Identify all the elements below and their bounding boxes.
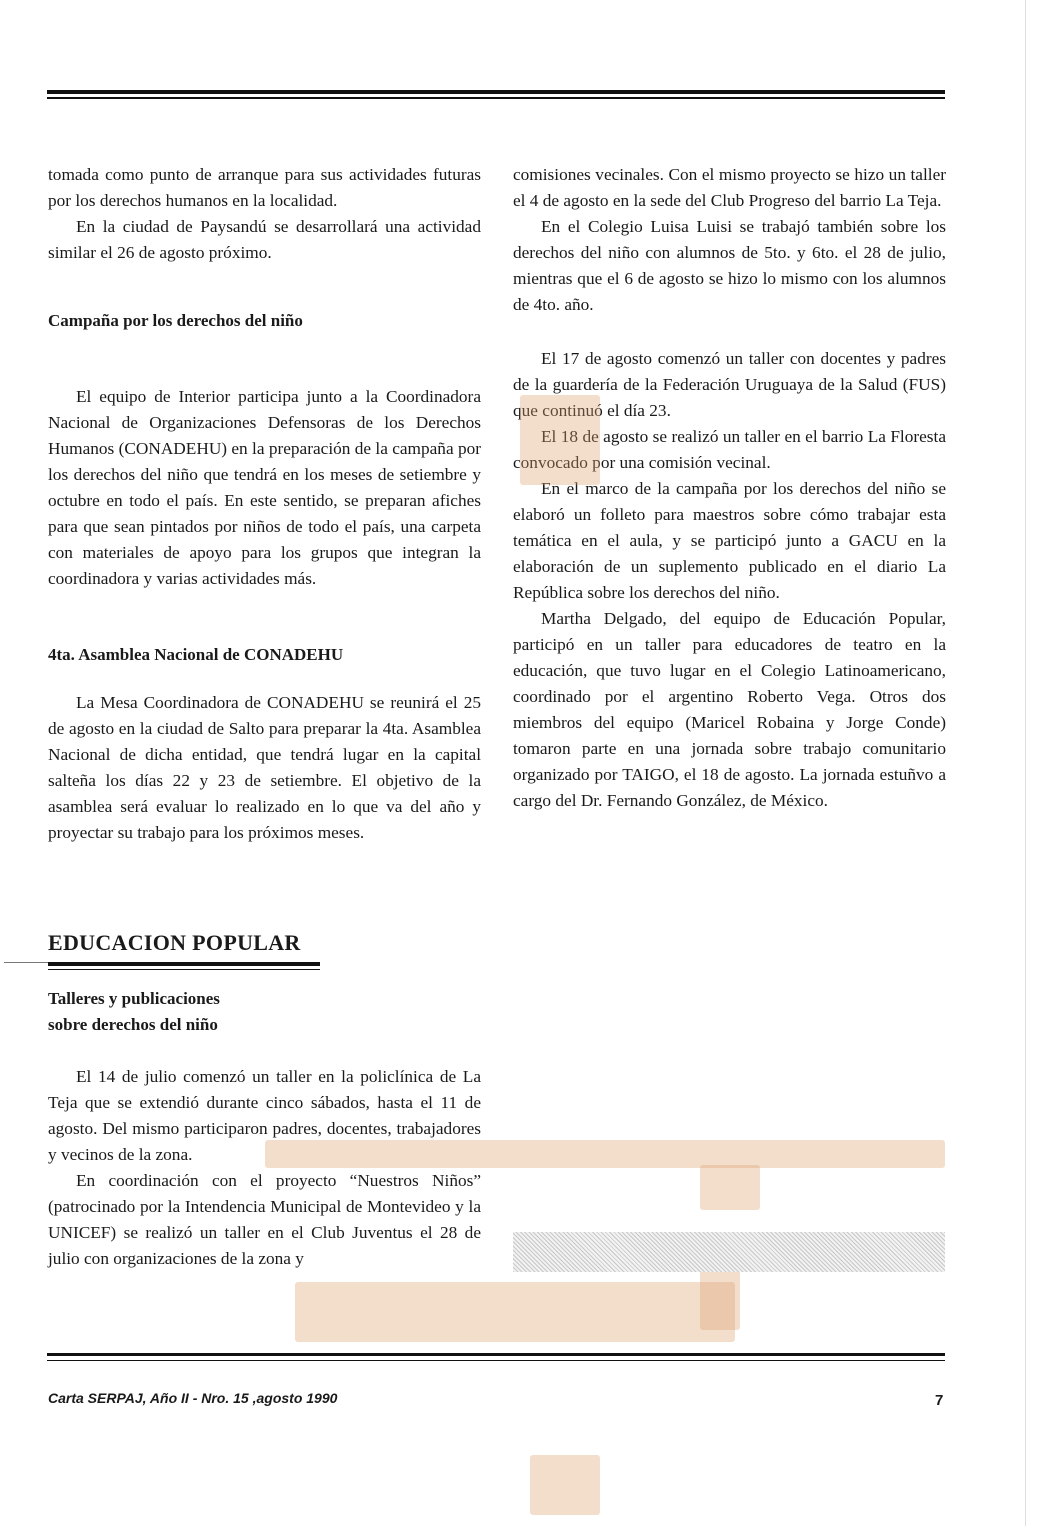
paragraph: En coordinación con el proyecto “Nuestros Niños” (patrocinado por la Intendencia Municipal de Montevideo y la UNICEF) se realizó un taller en el Club Juventus el 28 de julio con organizaciones de la zona y [48,1171,481,1268]
section-rule [48,962,320,966]
paragraph: El 14 de julio comenzó un taller en la policlínica de La Teja que se extendió durante cinco sábados, hasta el 11 de agosto. Del mismo participaron padres, docentes, trabajadores y vecinos de la zona. [48,1067,481,1164]
paragraph: tomada como punto de arranque para sus actividades futuras por los derechos humanos en la localidad. [48,165,481,210]
footer-publication: Carta SERPAJ, Año II - Nro. 15 ,agosto 1990 [48,1390,338,1406]
paragraph: En la ciudad de Paysandú se desarrollará una actividad similar el 26 de agosto próximo. [48,217,481,262]
paragraph: El equipo de Interior participa junto a la Coordinadora Nacional de Organizaciones Defensoras de los Derechos Humanos (CONADEHU) en la preparación de la campaña por los derechos del niño que tendrá en los meses de setiembre y octubre en todo el país. En este sentido, se preparan afiches para que sean pintados por niños de todo el país, una carpeta con materiales de apoyo para los grupos que integran la coordinadora y varias actividades más. [48,387,481,588]
scan-line [4,962,48,963]
left-column-lower [48,1064,481,1272]
paragraph: El 18 de agosto se realizó un taller en el barrio La Floresta convocado por una comisión vecinal. [513,427,946,472]
page-number: 7 [935,1392,944,1409]
subheading-campana: Campaña por los derechos del niño [48,311,303,330]
subheading-talleres [48,986,348,1038]
header-rule [47,90,945,94]
paragraph: comisiones vecinales. Con el mismo proyecto se hizo un taller el 4 de agosto en la sede del Club Progreso del barrio La Teja. [513,165,946,210]
paragraph: El 17 de agosto comenzó un taller con docentes y padres de la guardería de la Federación Uruguaya de la Salud (FUS) que continuó el día 23. [513,349,946,420]
left-column [48,162,481,846]
stain [700,1165,760,1210]
footer-rule-thin [47,1360,945,1361]
gray-patch [513,1232,945,1272]
page-edge [1025,0,1026,1526]
stain [520,395,600,485]
section-rule-thin [48,969,320,970]
stain [265,1140,945,1168]
stain [530,1455,600,1515]
paragraph: En el Colegio Luisa Luisi se trabajó también sobre los derechos del niño con alumnos de 5to. y 6to. el 28 de julio, mientras que el 6 de agosto se hizo lo mismo con los alumnos de 4to. año. [513,217,946,314]
paragraph: La Mesa Coordinadora de CONADEHU se reunirá el 25 de agosto en la ciudad de Salto para preparar la 4ta. Asamblea Nacional de dicha entidad, que tendrá lugar en la capital salteña los días 22 y 23 de setiembre. El objetivo de la asamblea será evaluar lo realizado en lo que va del año y proyectar su trabajo para los próximos meses. [48,693,481,842]
subheading-asamblea: 4ta. Asamblea Nacional de CONADEHU [48,645,344,664]
section-title: EDUCACION POPULAR [48,930,301,955]
right-column [513,162,946,814]
subheading-line: Talleres y publicaciones [48,989,220,1008]
stain [295,1282,735,1342]
subheading-line: sobre derechos del niño [48,1015,218,1034]
footer-rule [47,1353,945,1356]
header-rule-thin [47,97,945,99]
paragraph: En el marco de la campaña por los derechos del niño se elaboró un folleto para maestros sobre cómo trabajar esta temática en el aula, y se participó junto a GACU en la elaboración de un suplemento publicado en el diario La República sobre los derechos del niño. [513,479,946,602]
paragraph: Martha Delgado, del equipo de Educación Popular, participó en un taller para educadores de teatro en la educación, que tuvo lugar en el Colegio Latinoamericano, coordinado por el argentino Roberto Vega. Otros dos miembros del equipo (Maricel Robaina y Jorge Conde) tomaron parte en una jornada sobre trabajo comunitario organizado por TAIGO, el 18 de agosto. La jornada estuñvo a cargo del Dr. Fernando González, de México. [513,609,946,810]
